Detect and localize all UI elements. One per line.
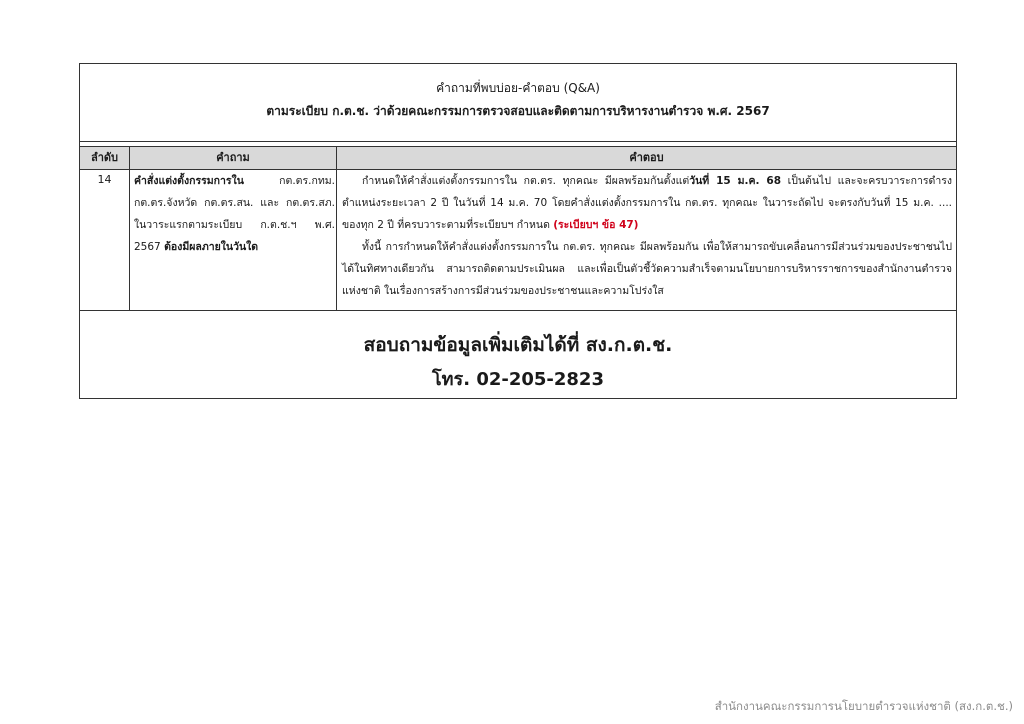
column-header-question: คำถาม — [216, 151, 250, 164]
column-divider — [129, 146, 130, 310]
regulation-reference: (ระเบียบฯ ข้อ 47) — [553, 219, 639, 231]
table-header-row — [80, 146, 956, 170]
document-title: คำถามที่พบบ่อย-คำตอบ (Q&A) — [436, 81, 600, 95]
question-text: กต.ตร.กทม. กต.ตร.จังหวัด กต.ตร.สน. และ กต.ตร.สภ. ในวาระแรกตามระเบียบ ก.ต.ช.ฯ พ.ศ. 2567 — [134, 175, 335, 253]
answer-text: กำหนดให้คำสั่งแต่งตั้งกรรมการใน กต.ตร. ทุกคณะ มีผลพร้อมกันตั้งแต่ — [362, 175, 690, 187]
answer-text: เป็นต้นไป และจะครบวาระการดำรงตำแหน่งระยะเวลา 2 ปี ในวันที่ 14 ม.ค. 70 โดยคำสั่งแต่งตั้งกรรมการใน กต.ตร. ทุกคณะ ในวาระถัดไป จะตรงกับวันที่ 15 ม.ค. .... ของทุก 2 ปี ที่ครบวาระตามที่ระเบียบฯ กำหนด — [342, 175, 952, 231]
answer-text: ทั้งนี้ การกำหนดให้คำสั่งแต่งตั้งกรรมการใน กต.ตร. ทุกคณะ มีผลพร้อมกัน เพื่อให้สามารถขับเคลื่อนการมีส่วนร่วมของประชาชนไปได้ในทิศทางเดียวกัน สามารถติดตามประเมินผล และเพื่อเป็นตัวชี้วัดความสำเร็จตามนโยบายการบริหารราชการของสำนักงานตำรวจแห่งชาติ ในเรื่องการสร้างการมีส่วนร่วมของประชาชนและความโปร่งใส — [342, 241, 952, 297]
contact-info: สอบถามข้อมูลเพิ่มเติมได้ที่ สง.ก.ต.ช. — [363, 334, 673, 356]
answer-paragraph — [342, 236, 952, 302]
column-header-no: ลำดับ — [90, 151, 119, 164]
contact-block — [80, 311, 956, 399]
question-emphasis: คำสั่งแต่งตั้งกรรมการใน — [134, 175, 244, 187]
page-footer: สำนักงานคณะกรรมการนโยบายตำรวจแห่งชาติ (สง.ก.ต.ช.) — [714, 699, 1013, 713]
answer-paragraph — [342, 170, 952, 236]
column-divider — [336, 146, 337, 310]
question-cell — [134, 170, 335, 258]
contact-phone: โทร. 02-205-2823 — [432, 369, 604, 390]
answer-emphasis-date: วันที่ 15 ม.ค. 68 — [689, 175, 782, 187]
document-title-block — [80, 64, 956, 142]
qa-document-frame — [79, 63, 957, 399]
answer-cell — [342, 170, 952, 302]
question-emphasis: ต้องมีผลภายในวันใด — [164, 241, 259, 253]
document-subtitle: ตามระเบียบ ก.ต.ช. ว่าด้วยคณะกรรมการตรวจสอบและติดตามการบริหารงานตำรวจ พ.ศ. 2567 — [266, 104, 770, 118]
column-header-answer: คำตอบ — [629, 151, 664, 164]
row-number: 14 — [97, 173, 112, 186]
